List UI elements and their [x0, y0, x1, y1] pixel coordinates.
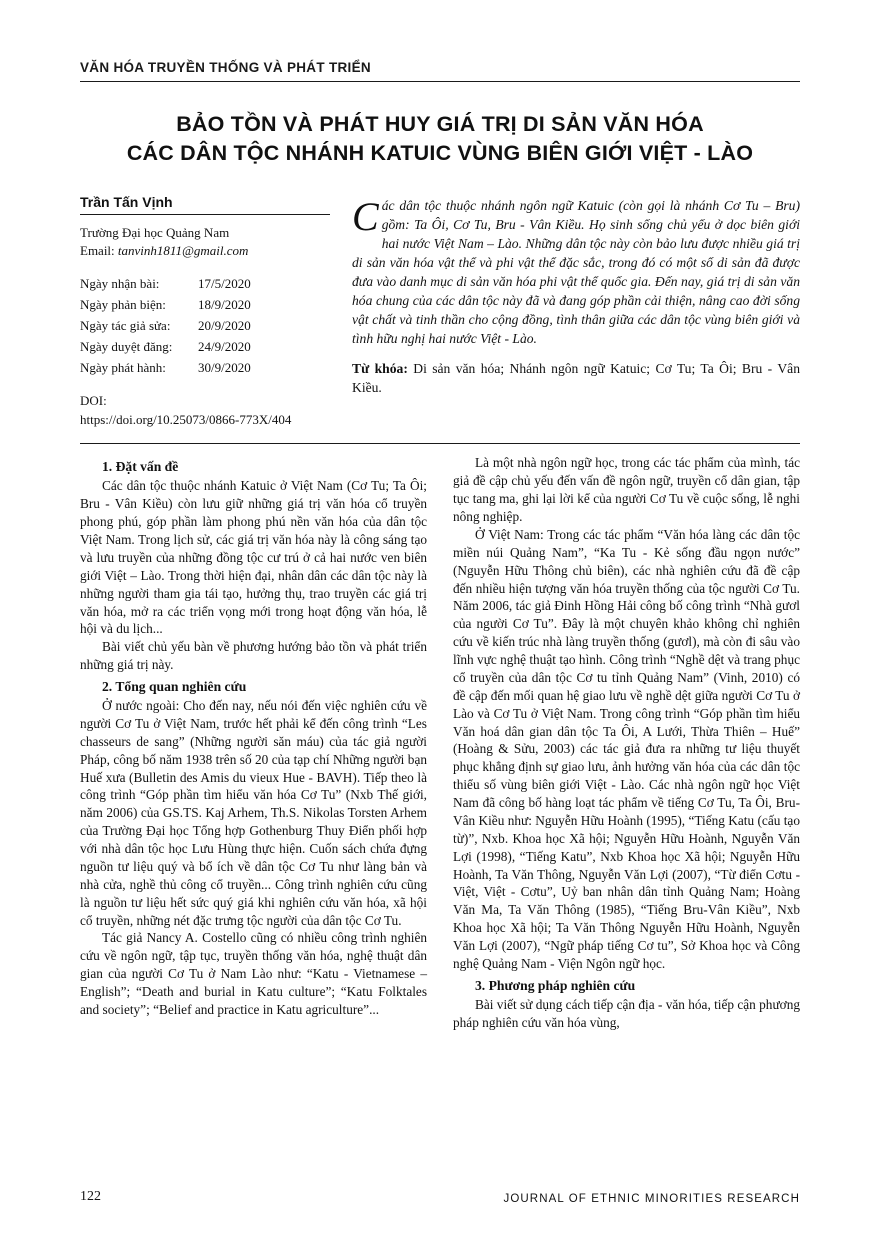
body-paragraph: Là một nhà ngôn ngữ học, trong các tác phẩm của mình, tác giả đề cập chủ yếu đến vấn đề ngôn ngữ, truyền cổ dân gian, tập tục tang ma, ghi lại lời kể của người Cơ Tu về cuộc sống, lễ nghi nông nghiệp.: [453, 455, 800, 525]
page-title: [80, 110, 800, 168]
doi-block: [80, 392, 330, 430]
author-email-row: [80, 242, 330, 260]
date-label: Ngày nhận bài:: [80, 275, 160, 291]
date-row: [80, 315, 330, 336]
article-meta: [80, 194, 800, 430]
date-row: [80, 273, 330, 294]
body-paragraph: Bài viết sử dụng cách tiếp cận địa - văn hóa, tiếp cận phương pháp nghiên cứu văn hóa vùng,: [453, 996, 800, 1030]
author-affiliation: [80, 224, 330, 261]
author-block: [80, 194, 330, 430]
date-row: [80, 336, 330, 357]
date-value: 24/9/2020: [198, 338, 251, 354]
abstract-text: Các dân tộc thuộc nhánh ngôn ngữ Katuic (còn gọi là nhánh Cơ Tu – Bru) gồm: Ta Ôi, Cơ Tu, Bru - Vân Kiều. Họ sinh sống chủ yếu ở dọc biên giới hai nước Việt Nam – Lào. Những dân tộc này còn bảo lưu được nhiều giá trị di sản văn hóa vật thể và phi vật thể đặc sắc, trong đó có một số di sản đã được đưa vào danh mục di sản văn hóa phi vật thể quốc gia. Đến nay, giá trị di sản văn hóa chung của các dân tộc này đã và đang góp phần cải thiện, nâng cao đời sống vật chất và tinh thần cho cộng đồng, tình thân giữa các dân tộc vùng biên giới và tình hữu nghị hai nước Việt - Lào.: [352, 193, 800, 346]
body-paragraph: Các dân tộc thuộc nhánh Katuic ở Việt Nam (Cơ Tu; Ta Ôi; Bru - Vân Kiều) còn lưu giữ những giá trị văn hóa cổ truyền phong phú, góp phần làm phong phú nền văn hóa của dân tộc Việt Nam. Trong lịch sử, các giá trị văn hóa này là công sáng tạo và lưu truyền của những đồng tộc cư trú ở cả hai nước ven biên giới Việt – Lào. Trong thời hiện đại, nhân dân các dân tộc này là những người tham gia tái tạo, hưởng thụ, trao truyền các giá trị văn hóa, mở ra các triển vọng mới trong hoạt động văn hóa, lễ hội và du lịch...: [80, 478, 427, 637]
body-paragraph: Ở nước ngoài: Cho đến nay, nếu nói đến việc nghiên cứu về người Cơ Tu ở Việt Nam, trước hết phải kể đến công trình “Les chasseurs de sang” (Những người săn máu) của tác giả người Pháp, công bố năm 1938 trên số 20 của tạp chí Những người bạn Huế xưa (Bulletin des Amis du vieux Hue - BAVH). Tiếp theo là công trình “Góp phần tìm hiểu văn hóa Cơ Tu” (Nxb Thế giới, năm 2006) của GS.TS. Kaj Arhem, Th.S. Nikolas Torsten Arhem của Trường Đại học Tổng hợp Gothenburg Thuy Điển phối hợp với nhà dân tộc học Lưu Hùng thực hiện. Cuốn sách chứa đựng nguồn tư liệu quý và bổ ích về dân tộc Cơ Tu như làng bản và nhà cửa, nghề thủ công cổ truyền... Công trình nghiên cứu cũng là nguồn tư liệu hết sức quý giá khi nghiên cứu văn hóa, xã hội cổ truyền, những nét đặc trưng tộc người của dân tộc Cơ Tu.: [80, 698, 427, 928]
keywords: [352, 359, 800, 398]
column-left: [80, 454, 427, 1031]
body-paragraph: Tác giả Nancy A. Costello cũng có nhiều công trình nghiên cứu về ngôn ngữ, tập tục, truyền thống văn hóa, nghệ thuật dân gian của người Cơ Tu ở Nam Lào như: “Katu - Vietnamese – English”; “Death and burial in Katu culture”; “Katu Folktales and society”; “Belief and practice in Katu agriculture”...: [80, 930, 427, 1017]
doi-link[interactable]: https://doi.org/10.25073/0866-773X/404: [80, 411, 292, 427]
column-right: [453, 454, 800, 1031]
section-heading: 1. Đặt vấn đề: [102, 459, 179, 475]
keywords-value: Di sản văn hóa; Nhánh ngôn ngữ Katuic; Cơ Tu; Ta Ôi; Bru - Vân Kiều.: [352, 360, 800, 396]
doi-label: DOI:: [80, 392, 107, 408]
date-label: Ngày tác giả sửa:: [80, 317, 171, 333]
email-value[interactable]: tanvinh1811@gmail.com: [117, 243, 249, 259]
date-row: [80, 294, 330, 315]
date-value: 17/5/2020: [198, 275, 251, 291]
page-footer: [80, 1189, 800, 1205]
date-label: Ngày duyệt đăng:: [80, 338, 173, 354]
keywords-label: Từ khóa:: [352, 360, 408, 376]
body-columns: [80, 454, 800, 1031]
body-paragraph: Bài viết chủ yếu bàn về phương hướng bảo tồn và phát triển những giá trị này.: [80, 639, 427, 673]
section-heading: 3. Phương pháp nghiên cứu: [475, 977, 636, 993]
title-line-2: CÁC DÂN TỘC NHÁNH KATUIC VÙNG BIÊN GIỚI VIỆT - LÀO: [126, 140, 754, 165]
date-value: 20/9/2020: [198, 317, 251, 333]
email-label: Email:: [80, 243, 115, 259]
abstract-block: [352, 194, 800, 398]
date-label: Ngày phát hành:: [80, 359, 166, 375]
journal-name: JOURNAL OF ETHNIC MINORITIES RESEARCH: [503, 1193, 800, 1205]
page-number: 122: [80, 1189, 101, 1204]
date-label: Ngày phản biện:: [80, 296, 166, 312]
affiliation-text: Trường Đại học Quảng Nam: [80, 224, 230, 240]
body-paragraph: Ở Việt Nam: Trong các tác phẩm “Văn hóa làng các dân tộc miền núi Quảng Nam”, “Ka Tu - Kẻ sống đầu ngọn nước” (Nguyễn Hữu Thông chủ biên), các nhà nghiên cứu đã đề cập đến nhiều hiện tượng văn hóa truyền thống của tộc người Cơ Tu. Năm 2006, tác giả Đinh Hồng Hải công bố công trình “Nhà gươl của người Cơ Tu”. Đây là một chuyên khảo không chỉ nghiên cứu về kiến trúc nhà làng truyền thống (gươl), mà còn đi sâu vào lĩnh vực nghệ thuật tạo hình. Công trình “Nghề dệt và trang phục cổ truyền của dân tộc Cơ tu tỉnh Quảng Nam” (Vinh, 2010) có đề cập đến mối quan hệ giao lưu về nghề dệt giữa người Cơ Tu ở Lào và Cơ Tu ở Việt Nam. Trong công trình “Góp phần tìm hiểu Văn hoá dân gian dân tộc Ta Ôi, A Lưới, Thừa Thiên – Huế” (Hoàng & Sửu, 2003) các tác giả đưa ra những tư liệu thuyết phục khẳng định sự giao lưu, ảnh hưởng văn hóa của các dân tộc thiểu số vùng biên giới Việt - Lào. Các nhà ngôn ngữ học Việt Nam đã công bố hàng loạt tác phẩm về tiếng Cơ Tu, Ta Ôi, Bru-Vân Kiều như: Nguyễn Hữu Hoành (1995), “Tiếng Katu (cấu tạo từ)”, Nxb. Khoa học Xã hội; Nguyễn Hữu Hoành, Nguyễn Văn Lợi (1998), “Tiếng Katu”, Nxb Khoa học Xã hội; Nguyễn Hữu Hoành, Ta Văn Thông, Nguyễn Văn Lợi (2007), “Từ điển Cơtu - Việt, Việt - Cơtu”, Uỷ ban nhân dân tỉnh Quảng Nam; Hoàng Văn Ma, Ta Văn Thông (1985), “Tiếng Bru-Vân Kiều”, Nxb Khoa học Xã hội; Ta Văn Thông Nguyễn Hữu Hoành, Nguyễn Văn Lợi (2007), “Ngữ pháp tiếng Cơ tu”, Sở Khoa học và Công nghệ Quảng Nam - Viện Ngôn ngữ học.: [453, 526, 800, 971]
title-line-1: BẢO TỒN VÀ PHÁT HUY GIÁ TRỊ DI SẢN VĂN HÓA: [176, 112, 704, 136]
date-row: [80, 357, 330, 378]
running-head: VĂN HÓA TRUYỀN THỐNG VÀ PHÁT TRIỂN: [80, 60, 800, 82]
publication-dates: [80, 273, 330, 378]
author-name: Trần Tấn Vịnh: [80, 194, 330, 215]
section-heading: 2. Tổng quan nghiên cứu: [102, 679, 247, 695]
date-value: 30/9/2020: [198, 359, 251, 375]
section-divider: [80, 443, 800, 444]
date-value: 18/9/2020: [198, 296, 251, 312]
